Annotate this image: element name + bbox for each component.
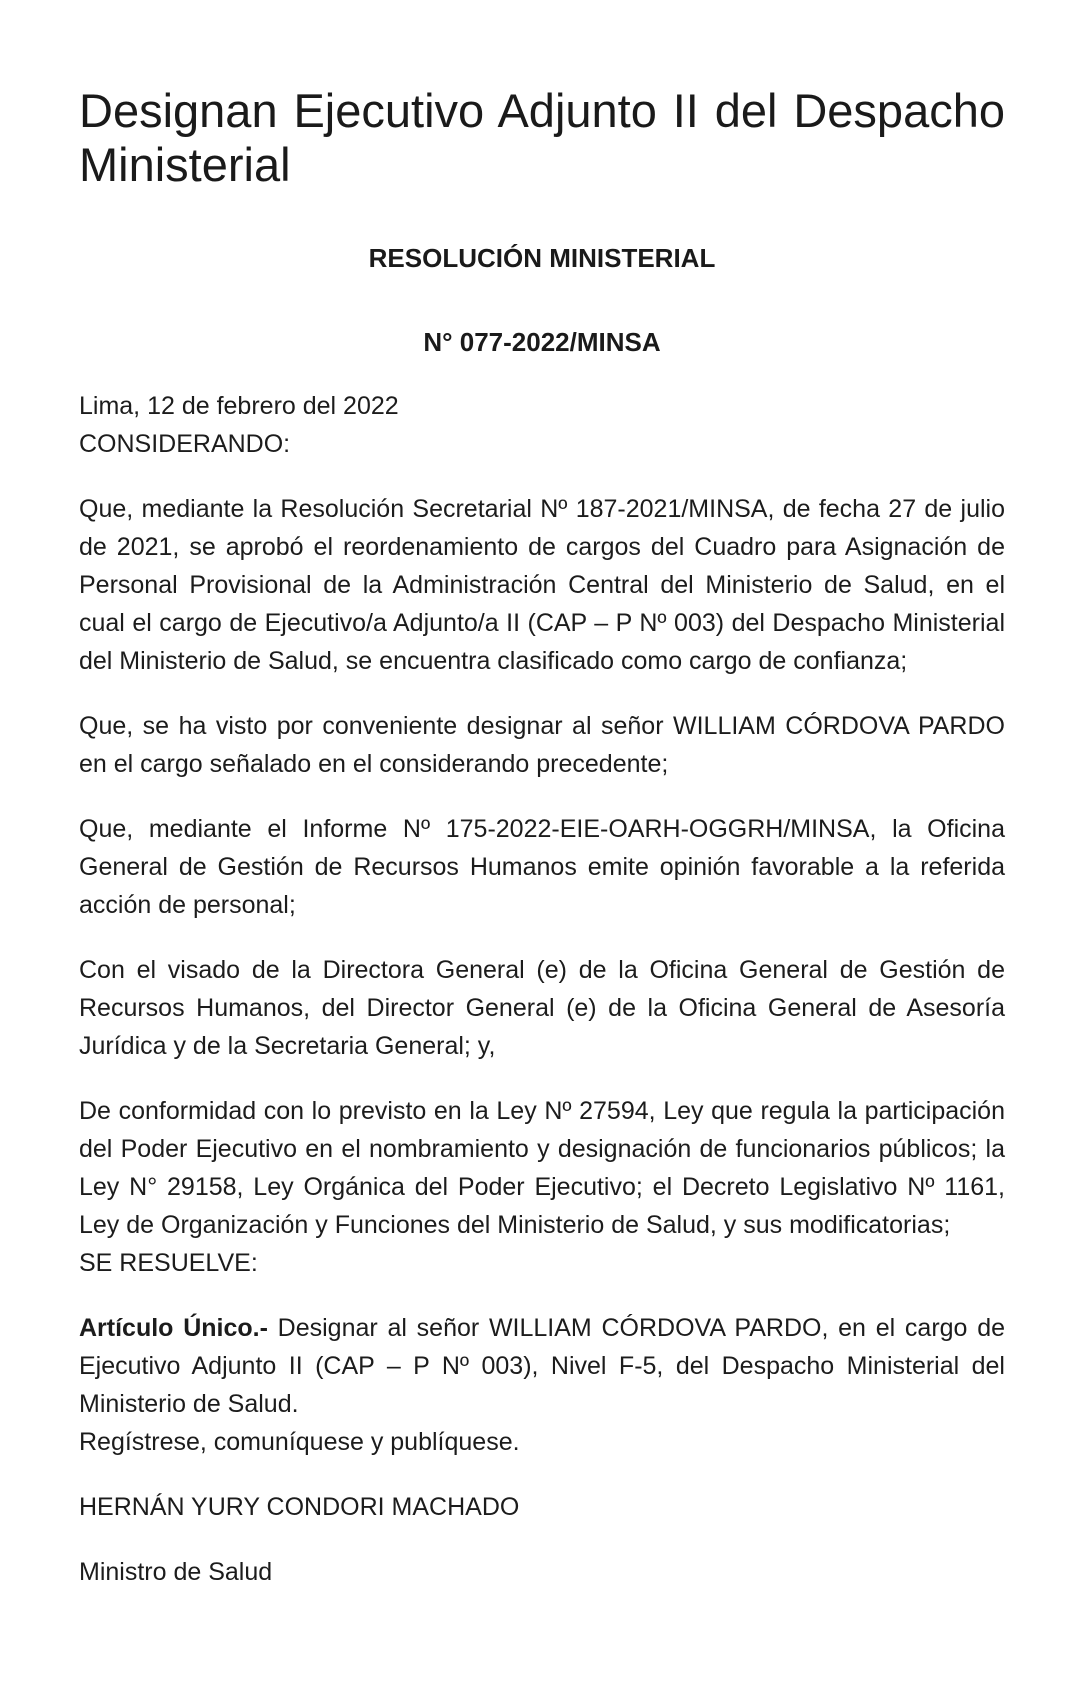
- considerando-paragraph-2: Que, se ha visto por conveniente designar al señor WILLIAM CÓRDOVA PARDO en el cargo señalado en el considerando precedente;: [79, 712, 1005, 778]
- date-line: Lima, 12 de febrero del 2022: [79, 392, 399, 420]
- considerando-label: CONSIDERANDO:: [79, 430, 291, 458]
- considerando-paragraph-3: Que, mediante el Informe Nº 175-2022-EIE-OARH-OGGRH/MINSA, la Oficina General de Gestión de Recursos Humanos emite opinión favorable a la referida acción de personal;: [79, 815, 1005, 919]
- considerando-paragraph-1: Que, mediante la Resolución Secretarial Nº 187-2021/MINSA, de fecha 27 de julio de 2021, se aprobó el reordenamiento de cargos del Cuadro para Asignación de Personal Provisional de la Administración Central del Ministerio de Salud, en el cual el cargo de Ejecutivo/a Adjunto/a II (CAP – P Nº 003) del Despacho Ministerial del Ministerio de Salud, se encuentra clasificado como cargo de confianza;: [79, 495, 1005, 675]
- closing-formula: Regístrese, comuníquese y publíquese.: [79, 1428, 520, 1456]
- article-paragraph: [79, 1309, 1005, 1423]
- article-label: Artículo Único.-: [79, 1314, 268, 1342]
- document-title: Designan Ejecutivo Adjunto II del Despacho Ministerial: [79, 84, 1005, 191]
- se-resuelve-label: SE RESUELVE:: [79, 1249, 258, 1277]
- signatory-name: HERNÁN YURY CONDORI MACHADO: [79, 1493, 520, 1521]
- resolution-number: N° 077-2022/MINSA: [423, 327, 661, 357]
- article-text: Designar al señor WILLIAM CÓRDOVA PARDO, en el cargo de Ejecutivo Adjunto II (CAP – P Nº 003), Nivel F-5, del Despacho Ministerial del Ministerio de Salud.: [79, 1314, 1006, 1418]
- considerando-paragraph-4: Con el visado de la Directora General (e) de la Oficina General de Gestión de Recursos Humanos, del Director General (e) de la Oficina General de Asesoría Jurídica y de la Secretaria General; y,: [79, 956, 1005, 1060]
- considerando-paragraph-5: De conformidad con lo previsto en la Ley Nº 27594, Ley que regula la participación del Poder Ejecutivo en el nombramiento y designación de funcionarios públicos; la Ley N° 29158, Ley Orgánica del Poder Ejecutivo; el Decreto Legislativo Nº 1161, Ley de Organización y Funciones del Ministerio de Salud, y sus modificatorias;: [79, 1097, 1005, 1239]
- resolution-type: RESOLUCIÓN MINISTERIAL: [368, 243, 716, 273]
- signatory-position: Ministro de Salud: [79, 1558, 273, 1586]
